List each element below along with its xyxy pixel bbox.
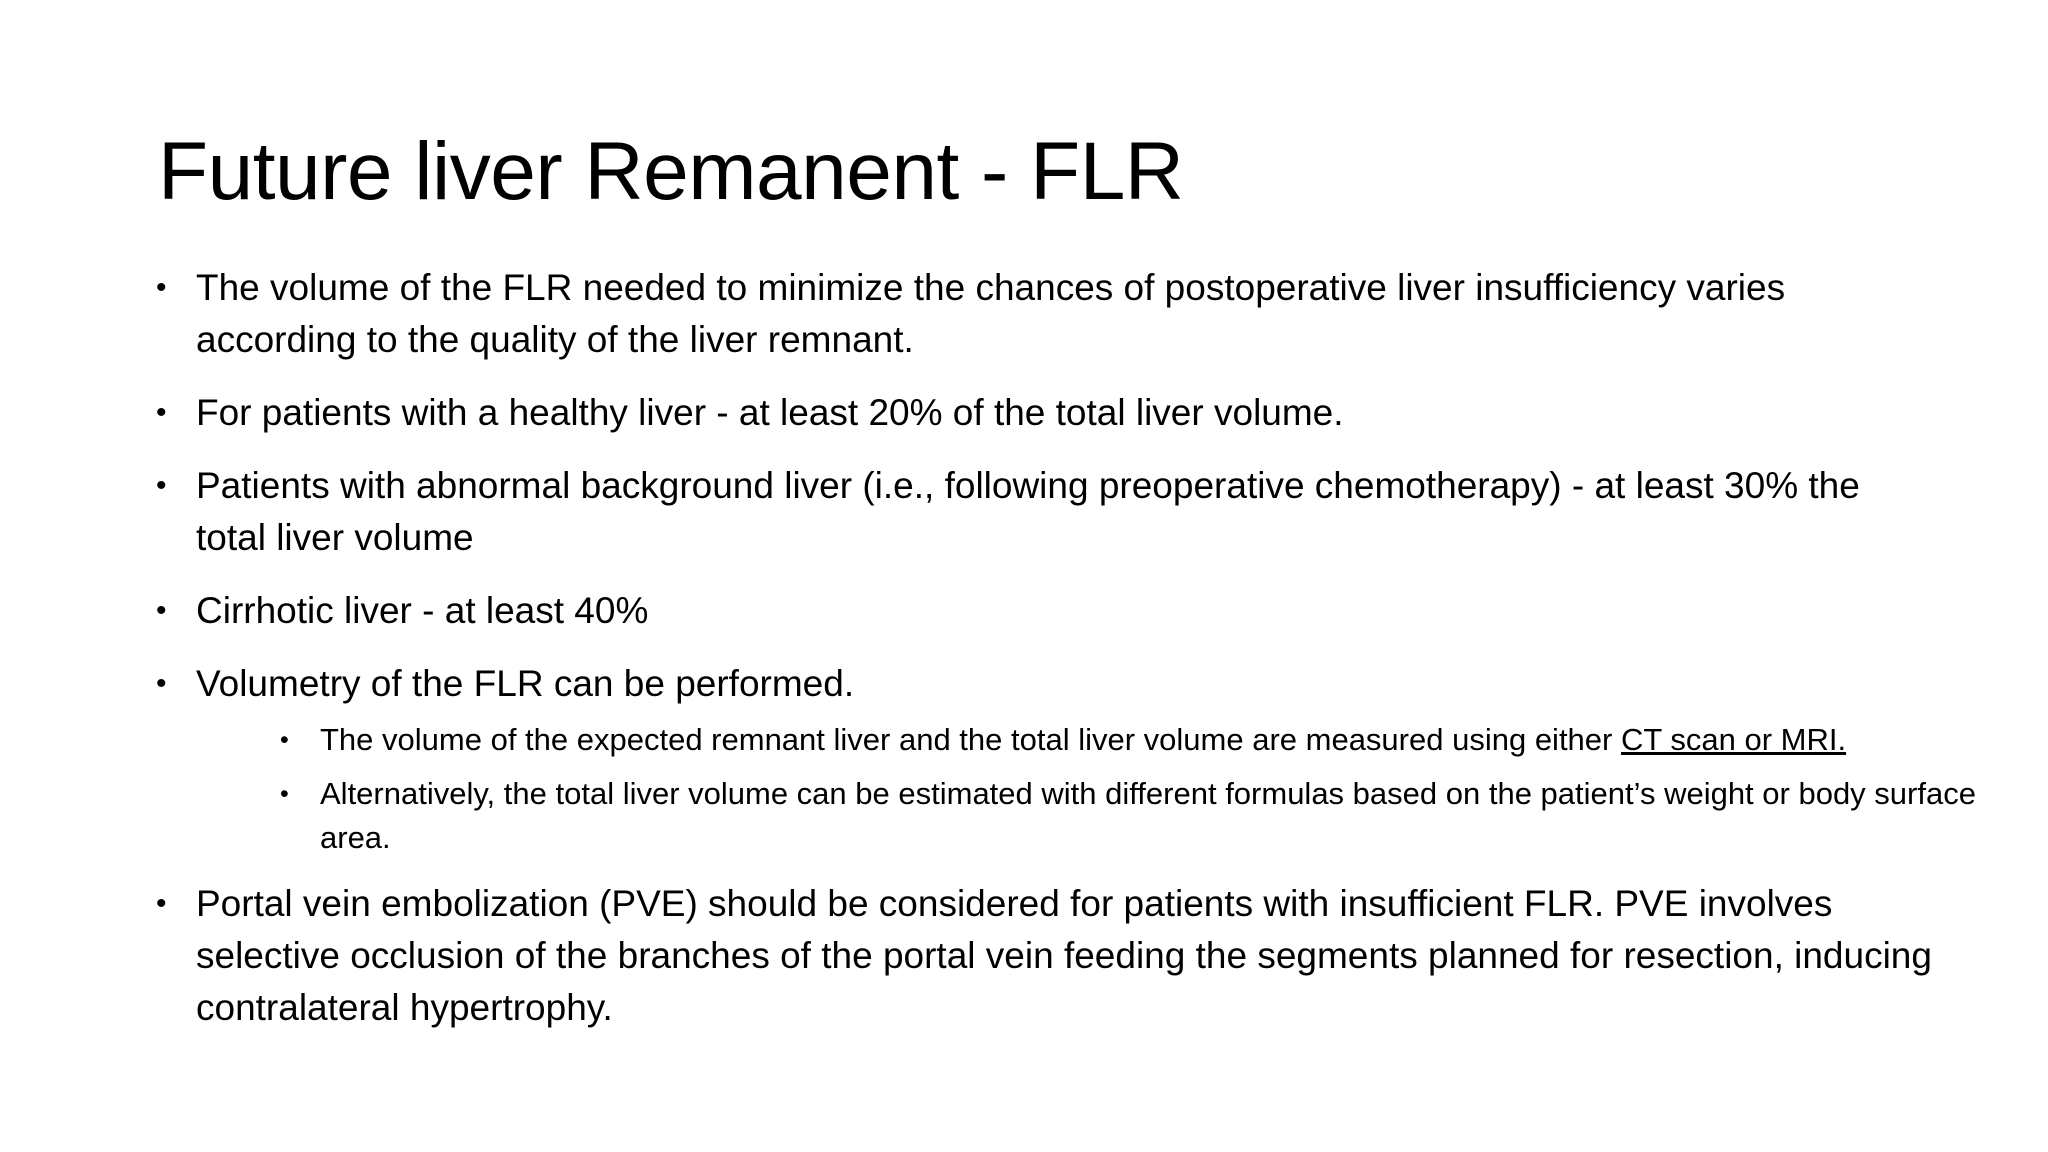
list-item	[150, 387, 1936, 439]
sub-list-item	[196, 772, 1990, 860]
sub-bullet-icon: •	[280, 726, 289, 754]
sub-list-item	[196, 718, 1990, 762]
list-item	[150, 460, 1936, 564]
bullet-icon: •	[156, 271, 167, 304]
list-item	[150, 585, 1936, 637]
sub-bullet-icon: •	[280, 780, 289, 808]
sub-bullet-list	[196, 718, 1976, 860]
list-item	[150, 262, 1936, 366]
list-item	[150, 658, 1976, 860]
bullet-text: Portal vein embolization (PVE) should be considered for patients with insufficient FLR. PVE involves selective occlusion of the branches of the portal vein feeding the segments planned for resection, inducing contralateral hypertrophy.	[196, 883, 1932, 1028]
sub-bullet-text: The volume of the expected remnant liver and the total liver volume are measured using either	[320, 722, 1621, 757]
bullet-icon: •	[156, 469, 167, 502]
bullet-text: The volume of the FLR needed to minimize the chances of postoperative liver insufficiency varies according to the quality of the liver remnant.	[196, 267, 1786, 360]
bullet-text: Patients with abnormal background liver (i.e., following preoperative chemotherapy) - at least 30% the total liver volume	[196, 465, 1860, 558]
bullet-icon: •	[156, 594, 167, 627]
slide-title: Future liver Remanent - FLR	[158, 126, 1184, 217]
bullet-icon: •	[156, 396, 167, 429]
bullet-list	[150, 262, 1976, 1034]
ct-mri-link[interactable]: CT scan or MRI.	[1620, 722, 1847, 757]
sub-bullet-text: Alternatively, the total liver volume can be estimated with different formulas based on the patient’s weight or body surface area.	[320, 776, 1976, 855]
list-item	[150, 878, 1936, 1034]
slide-content	[150, 262, 1976, 1055]
bullet-text: Cirrhotic liver - at least 40%	[196, 590, 649, 631]
bullet-text: Volumetry of the FLR can be performed.	[196, 663, 855, 704]
bullet-icon: •	[156, 667, 167, 700]
bullet-icon: •	[156, 887, 167, 920]
bullet-text: For patients with a healthy liver - at least 20% of the total liver volume.	[196, 392, 1344, 433]
